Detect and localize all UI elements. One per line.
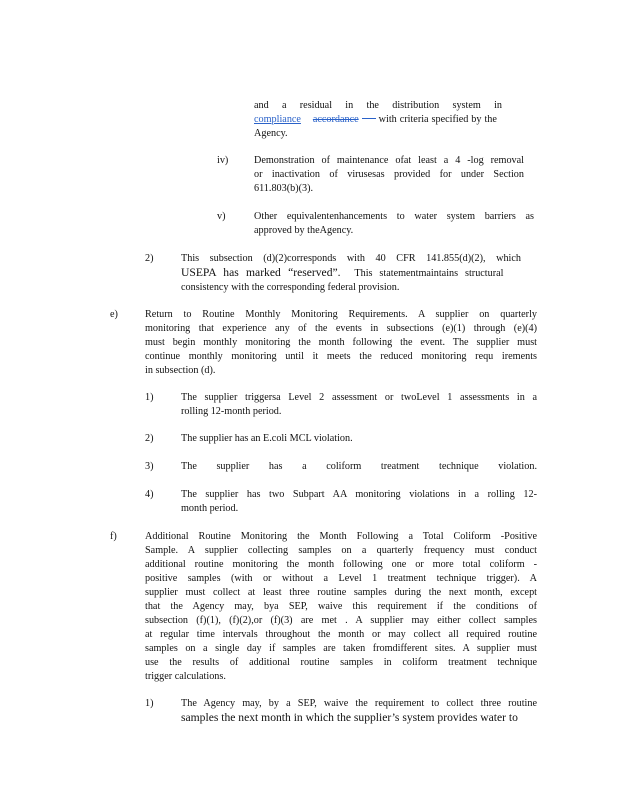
text-line: Demonstration of maintenance ofat least a 4 -log removal [254,155,524,166]
text-line: trigger calculations. [145,671,226,682]
text-fragment: with criteria specified by the [378,114,497,125]
text-line: supplier must collect at least three routine samples during the next month, except [145,587,537,598]
text-line: in subsection (d). [145,365,216,376]
text-line-large: samples the next month in which the supplier’s system provides water to [181,711,518,724]
list-marker-d2: 2) [145,253,154,264]
text-line: The supplier has an E.coli MCL violation. [181,433,353,444]
text-line: monitoring that experience any of the events in subsections (e)(1) through (e)(4) [145,323,537,334]
text-fragment-large: USEPA has marked “reserved”. [181,266,341,279]
list-marker-v: v) [217,211,226,222]
list-marker-e: e) [110,309,118,320]
text-line: or inactivation of virusesas provided for under Section [254,169,524,180]
text-line: positive samples (with or without a Level 1 treatment technique trigger). A [145,573,537,584]
text-line: rolling 12-month period. [181,406,282,417]
list-item-e1 [181,391,537,419]
text-line: The Agency may, by a SEP, waive the requirement to collect three routine [181,698,537,709]
text-line: use the results of additional routine samples in coliform treatment technique [145,657,537,668]
list-item-d2 [181,252,521,295]
text-line-edit [254,113,502,127]
deleted-text: accordance [312,114,359,125]
text-line: that the Agency may, bya SEP, waive this requirement if the conditions of [145,601,537,612]
list-item-iv [254,154,524,196]
list-marker-f1: 1) [145,698,154,709]
text-line: 611.803(b)(3). [254,183,314,194]
text-line: The supplier has a coliform treatment technique violation. [181,461,537,472]
list-marker-iv: iv) [217,155,229,166]
paragraph-f [145,530,537,684]
text-line: continue monthly monitoring until it meets the reduced monitoring requ irements [145,351,537,362]
text-line: The supplier triggersa Level 2 assessment or twoLevel 1 assessments in a [181,392,537,403]
text-line: at regular time intervals throughout the month or may collect all required routine [145,629,537,640]
list-marker-e1: 1) [145,392,154,403]
continuation-paragraph [254,99,502,141]
text-line: and a residual in the distribution system in [254,100,502,111]
text-line: Additional Routine Monitoring the Month Following a Total Coliform -Positive [145,531,537,542]
text-line: additional routine monitoring the month following one or more total coliform - [145,559,537,570]
text-line: The supplier has two Subpart AA monitoring violations in a rolling 12- [181,489,537,500]
text-line [181,266,521,281]
text-line: must begin monthly monitoring the month following the event. The supplier must [145,337,537,348]
paragraph-e [145,308,537,378]
text-line: This subsection (d)(2)corresponds with 40 CFR 141.855(d)(2), which [181,253,521,264]
list-item-v [254,210,534,238]
text-fragment: This statementmaintains structural [354,268,504,279]
text-line: samples on a single day if samples are taken fromdifferent sites. A supplier must [145,643,537,654]
list-marker-e4: 4) [145,489,154,500]
text-line: month period. [181,503,239,514]
list-item-f1 [181,697,537,725]
list-marker-f: f) [110,531,117,542]
text-line: approved by theAgency. [254,225,354,236]
text-line: Other equivalentenhancements to water system barriers as [254,211,534,222]
text-line: Return to Routine Monthly Monitoring Requirements. A supplier on quarterly [145,309,537,320]
list-marker-e2: 2) [145,433,154,444]
inserted-text: compliance [254,114,301,125]
list-item-e2 [181,432,537,446]
text-line: consistency with the corresponding federal provision. [181,282,400,293]
list-item-e4 [181,488,537,516]
text-line: Sample. A supplier collecting samples on a quarterly frequency must conduct [145,545,537,556]
text-line: Agency. [254,128,288,139]
list-marker-e3: 3) [145,461,154,472]
list-item-e3 [181,460,537,474]
text-line: subsection (f)(1), (f)(2),or (f)(3) are met . A supplier may either collect samples [145,615,537,626]
